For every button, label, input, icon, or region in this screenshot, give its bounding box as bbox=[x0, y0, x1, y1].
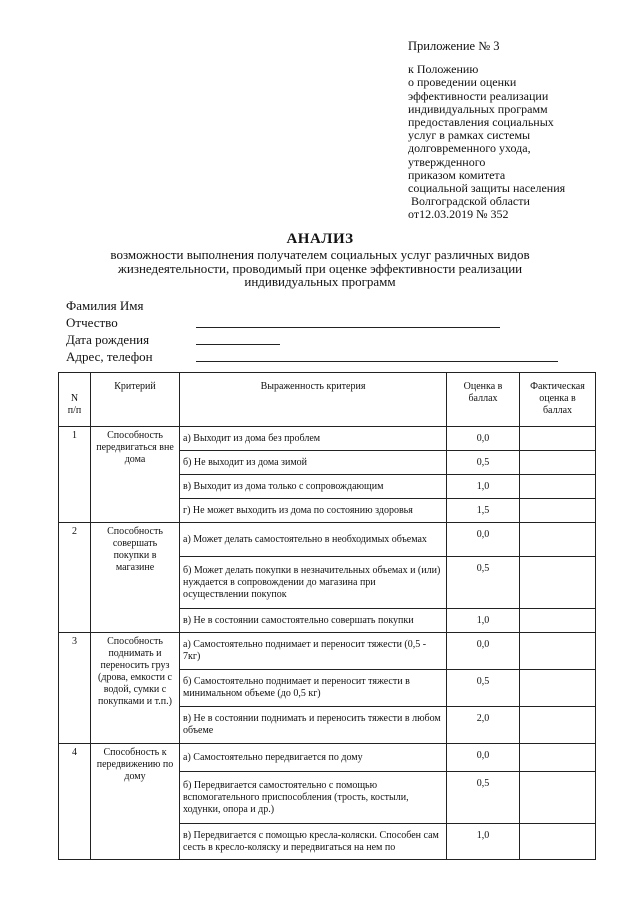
appendix-line: социальной защиты населения bbox=[408, 181, 566, 196]
appendix-line: услуг в рамках системы bbox=[408, 128, 531, 143]
expression-cell: а) Самостоятельно поднимает и переносит тяжести (0,5 - 7кг) bbox=[180, 633, 447, 670]
criterion-cell: Способность к передвижению по дому bbox=[91, 744, 180, 860]
criterion-cell: Способность совершать покупки в магазине bbox=[91, 523, 180, 633]
expression-cell: г) Не может выходить из дома по состоянию здоровья bbox=[180, 499, 447, 523]
appendix-line: индивидуальных программ bbox=[408, 101, 548, 116]
score-cell: 0,0 bbox=[447, 427, 520, 451]
row-num: 3 bbox=[59, 633, 91, 744]
score-cell: 0,5 bbox=[447, 670, 520, 707]
actual-score-cell[interactable] bbox=[520, 824, 596, 860]
header-actual: Фактическая оценка в баллах bbox=[520, 373, 596, 427]
score-cell: 1,0 bbox=[447, 824, 520, 860]
table-row bbox=[59, 427, 596, 451]
expression-cell: а) Выходит из дома без проблем bbox=[180, 427, 447, 451]
row-num: 1 bbox=[59, 427, 91, 523]
criterion-cell: Способность поднимать и переносить груз (дрова, емкости с водой, сумки с покупками и т.п.) bbox=[91, 633, 180, 744]
subtitle-line: возможности выполнения получателем социальных услуг различных видов bbox=[110, 247, 530, 262]
expression-cell: а) Самостоятельно передвигается по дому bbox=[180, 744, 447, 772]
score-cell: 1,0 bbox=[447, 475, 520, 499]
header-expression: Выраженность критерия bbox=[180, 373, 447, 427]
actual-score-cell[interactable] bbox=[520, 499, 596, 523]
actual-score-cell[interactable] bbox=[520, 451, 596, 475]
actual-score-cell[interactable] bbox=[520, 475, 596, 499]
actual-score-cell[interactable] bbox=[520, 557, 596, 609]
birth-date-line bbox=[196, 344, 280, 345]
row-num: 2 bbox=[59, 523, 91, 633]
expression-cell: а) Может делать самостоятельно в необходимых объемах bbox=[180, 523, 447, 557]
table-row bbox=[59, 744, 596, 772]
subtitle-line: жизнедеятельности, проводимый при оценке эффективности реализации bbox=[117, 260, 523, 276]
score-cell: 0,0 bbox=[447, 633, 520, 670]
appendix-line: Волгоградской области bbox=[408, 194, 530, 209]
score-cell: 0,0 bbox=[447, 744, 520, 772]
appendix-line: предоставления социальных bbox=[408, 115, 554, 130]
table-row bbox=[59, 523, 596, 557]
address-label: Адрес, телефон bbox=[66, 349, 153, 364]
header-score: Оценка в баллах bbox=[447, 373, 520, 427]
score-cell: 0,5 bbox=[447, 451, 520, 475]
expression-cell: в) Не в состоянии поднимать и переносить тяжести в любом объеме bbox=[180, 707, 447, 744]
patronymic-label: Отчество bbox=[66, 315, 118, 330]
actual-score-cell[interactable] bbox=[520, 707, 596, 744]
name-label: Фамилия Имя bbox=[66, 298, 144, 313]
expression-cell: в) Выходит из дома только с сопровождающим bbox=[180, 475, 447, 499]
document-title: АНАЛИЗ bbox=[286, 231, 354, 247]
appendix-line: долговременного ухода, bbox=[408, 141, 531, 156]
actual-score-cell[interactable] bbox=[520, 744, 596, 772]
score-cell: 1,5 bbox=[447, 499, 520, 523]
score-cell: 0,5 bbox=[447, 772, 520, 824]
score-cell: 1,0 bbox=[447, 609, 520, 633]
appendix-block bbox=[408, 40, 608, 222]
actual-score-cell[interactable] bbox=[520, 609, 596, 633]
patronymic-line bbox=[196, 327, 500, 328]
row-num: 4 bbox=[59, 744, 91, 860]
appendix-line: эффективности реализации bbox=[408, 88, 549, 103]
header-criterion: Критерий bbox=[91, 373, 180, 427]
score-cell: 0,0 bbox=[447, 523, 520, 557]
birth-date-label: Дата рождения bbox=[66, 332, 150, 347]
document-subtitle bbox=[0, 248, 640, 289]
criterion-cell: Способность передвигаться вне дома bbox=[91, 427, 180, 523]
expression-cell: б) Не выходит из дома зимой bbox=[180, 451, 447, 475]
header-num: N п/п bbox=[59, 373, 91, 427]
expression-cell: б) Самостоятельно поднимает и переносит тяжести в минимальном объеме (до 0,5 кг) bbox=[180, 670, 447, 707]
actual-score-cell[interactable] bbox=[520, 670, 596, 707]
address-line bbox=[196, 361, 558, 362]
score-cell: 2,0 bbox=[447, 707, 520, 744]
actual-score-cell[interactable] bbox=[520, 523, 596, 557]
actual-score-cell[interactable] bbox=[520, 427, 596, 451]
subtitle-line: индивидуальных программ bbox=[244, 274, 396, 289]
actual-score-cell[interactable] bbox=[520, 772, 596, 824]
expression-cell: б) Передвигается самостоятельно с помощью вспомогательного приспособления (трость, костыли, ходунки, опора и др.) bbox=[180, 772, 447, 824]
assessment-table bbox=[58, 372, 596, 860]
table-header-row bbox=[59, 373, 596, 427]
table-row bbox=[59, 633, 596, 670]
expression-cell: в) Передвигается с помощью кресла-коляски. Способен сам сесть в кресло-коляску и передвигаться на нем по bbox=[180, 824, 447, 860]
expression-cell: б) Может делать покупки в незначительных объемах и (или) нуждается в сопровождении до магазина при осуществлении покупок bbox=[180, 557, 447, 609]
appendix-line: приказом комитета bbox=[408, 167, 506, 182]
score-cell: 0,5 bbox=[447, 557, 520, 609]
appendix-line: к Положению bbox=[408, 62, 479, 77]
expression-cell: в) Не в состоянии самостоятельно совершать покупки bbox=[180, 609, 447, 633]
appendix-line: от12.03.2019 № 352 bbox=[408, 207, 509, 222]
appendix-heading: Приложение № 3 bbox=[408, 39, 500, 53]
appendix-line: утвержденного bbox=[408, 154, 486, 169]
actual-score-cell[interactable] bbox=[520, 633, 596, 670]
appendix-line: о проведении оценки bbox=[408, 75, 517, 90]
